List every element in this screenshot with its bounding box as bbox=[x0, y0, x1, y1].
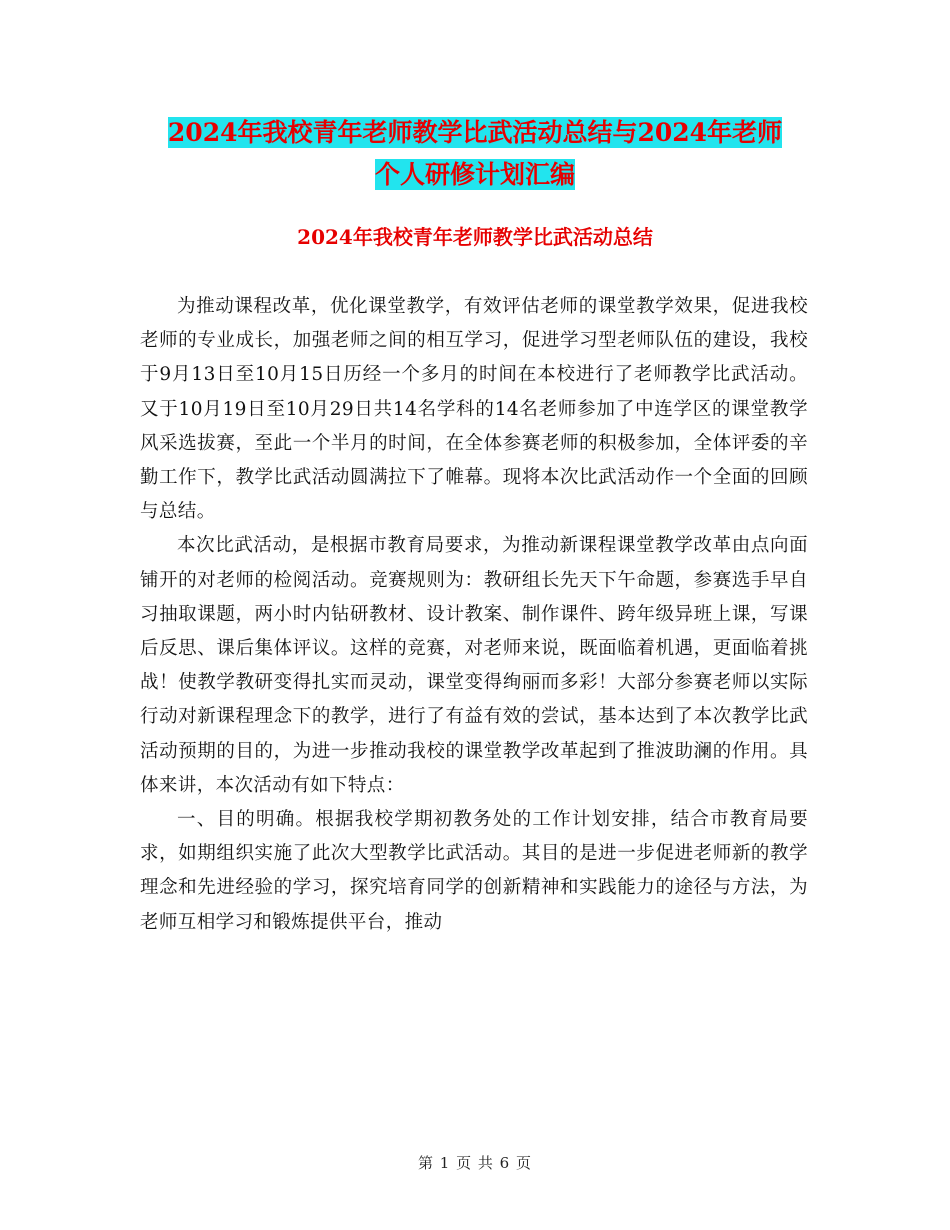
paragraph-2: 本次比武活动，是根据市教育局要求，为推动新课程课堂教学改革由点向面铺开的对老师的检阅活动。竞赛规则为：教研组长先天下午命题，参赛选手早自习抽取课题，两小时内钻研教材、设计教案、制作课件、跨年级异班上课，写课后反思、课后集体评议。这样的竞赛，对老师来说，既面临着机遇，更面临着挑战！使教学教研变得扎实而灵动，课堂变得绚丽而多彩！大部分参赛老师以实际行动对新课程理念下的教学，进行了有益有效的尝试，基本达到了本次教学比武活动预期的目的，为进一步推动我校的课堂教学改革起到了推波助澜的作用。具体来讲，本次活动有如下特点： bbox=[140, 535, 808, 796]
page-footer: 第 1 页 共 6 页 bbox=[418, 1154, 532, 1172]
main-title-line-1: 2024年我校青年老师教学比武活动总结与2024年老师 bbox=[167, 118, 783, 147]
section-title: 2024年我校青年老师教学比武活动总结 bbox=[297, 225, 653, 249]
paragraph-1: 为推动课程改革，优化课堂教学，有效评估老师的课堂教学效果，促进我校老师的专业成长，加强老师之间的相互学习，促进学习型老师队伍的建设，我校于9月13日至10月15日历经一个多月的时间在本校进行了老师教学比武活动。又于10月19日至10月29日共14名学科的14名老师参加了中连学区的课堂教学风采选拔赛，至此一个半月的时间，在全体参赛老师的积极参加，全体评委的辛勤工作下，教学比武活动圆满拉下了帷幕。现将本次比武活动作一个全面的回顾与总结。 bbox=[140, 296, 808, 523]
document-main-title bbox=[140, 112, 810, 196]
main-title-line-2: 个人研修计划汇编 bbox=[374, 160, 575, 189]
paragraph-3: 一、目的明确。根据我校学期初教务处的工作计划安排，结合市教育局要求，如期组织实施了此次大型教学比武活动。其目的是进一步促进老师新的教学理念和先进经验的学习，探究培育同学的创新精神和实践能力的途径与方法，为老师互相学习和锻炼提供平台，推动 bbox=[140, 809, 808, 933]
document-body bbox=[140, 290, 808, 940]
